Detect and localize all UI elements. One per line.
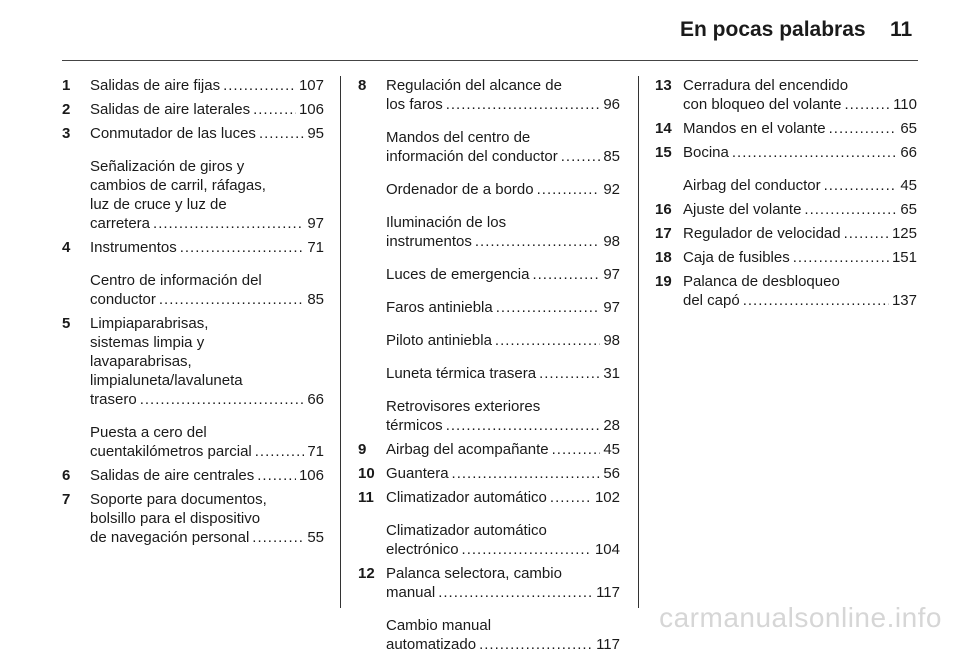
entry-text-line: Soporte para documentos,: [90, 491, 267, 508]
index-entry: [655, 119, 917, 138]
entry-number: 17: [655, 225, 672, 242]
entry-text-line: Regulador de velocidad: [683, 225, 841, 242]
index-entry: [358, 564, 620, 602]
dot-leader: [446, 95, 601, 114]
dot-leader: [552, 440, 601, 459]
entry-text-line: Palanca selectora, cambio: [386, 565, 562, 582]
entry-number: 14: [655, 120, 672, 137]
index-entry: [358, 128, 620, 166]
entry-text-line: Retrovisores exteriores: [386, 398, 541, 415]
dot-leader: [539, 364, 600, 383]
entry-text-line: Mandos en el volante: [683, 120, 826, 137]
entry-page-reference[interactable]: 65: [900, 201, 917, 218]
entry-text-line: Regulación del alcance de: [386, 77, 562, 94]
entry-text-line: Airbag del acompañante: [386, 441, 549, 458]
entry-page-reference[interactable]: 71: [307, 443, 324, 460]
entry-page-reference[interactable]: 31: [603, 365, 620, 382]
dot-leader: [479, 635, 593, 654]
index-entry: [358, 521, 620, 559]
entry-page-reference[interactable]: 45: [603, 441, 620, 458]
entry-text-line: Caja de fusibles: [683, 249, 790, 266]
index-entry: [358, 331, 620, 350]
entry-text-line: Ajuste del volante: [683, 201, 802, 218]
column-divider: [638, 76, 639, 608]
entry-text-line: Salidas de aire centrales: [90, 467, 255, 484]
entry-leader-line: [386, 265, 620, 284]
index-entry: [62, 100, 324, 119]
entry-text-line: los faros: [386, 96, 443, 113]
entry-text-line: trasero: [90, 391, 137, 408]
entry-text-line: automatizado: [386, 636, 477, 653]
dot-leader: [223, 76, 296, 95]
index-entry: [358, 440, 620, 459]
entry-page-reference[interactable]: 65: [900, 120, 917, 137]
entry-number: 6: [62, 467, 71, 484]
entry-text-line: carretera: [90, 215, 151, 232]
entry-page-reference[interactable]: 85: [603, 148, 620, 165]
entry-text-line: Mandos del centro de: [386, 129, 531, 146]
entry-text-line: Cambio manual: [386, 617, 492, 634]
entry-leader-line: [386, 147, 620, 166]
entry-text-line: Guantera: [386, 465, 449, 482]
dot-leader: [253, 100, 296, 119]
index-entry: [358, 213, 620, 251]
entry-page-reference[interactable]: 117: [596, 636, 620, 653]
dot-leader: [257, 466, 296, 485]
index-entry: [358, 265, 620, 284]
index-entry: [358, 298, 620, 317]
entry-number: 18: [655, 249, 672, 266]
index-entry: [62, 238, 324, 257]
entry-text-line: limpialuneta/lavaluneta: [90, 372, 243, 389]
index-entry: [358, 364, 620, 383]
watermark: carmanualsonline.info: [659, 602, 942, 633]
entry-page-reference[interactable]: 106: [298, 467, 324, 484]
entry-leader-line: [386, 180, 620, 199]
index-entry: [62, 124, 324, 143]
entry-leader-line: [683, 291, 917, 310]
dot-leader: [537, 180, 601, 199]
entry-page-reference[interactable]: 97: [307, 215, 324, 232]
entry-page-reference[interactable]: 55: [307, 529, 324, 546]
entry-leader-line: [90, 100, 324, 119]
entry-leader-line: [90, 442, 324, 461]
entry-leader-line: [386, 464, 620, 483]
entry-leader-line: [386, 364, 620, 383]
entry-text-line: Faros antiniebla: [386, 299, 493, 316]
dot-leader: [452, 464, 601, 483]
entry-text-line: Luces de emergencia: [386, 266, 530, 283]
entry-text-line: del capó: [683, 292, 740, 309]
index-entry: [62, 490, 324, 547]
dot-leader: [259, 124, 304, 143]
page-number: 11: [890, 18, 913, 41]
dot-leader: [532, 265, 600, 284]
entry-leader-line: [386, 331, 620, 350]
entry-number: 8: [358, 77, 367, 94]
entry-number: 2: [62, 101, 71, 118]
dot-leader: [844, 224, 889, 243]
index-entry: [655, 76, 917, 114]
dot-leader: [844, 95, 890, 114]
entry-text-line: sistemas limpia y: [90, 334, 205, 351]
entry-text-line: Limpiaparabrisas,: [90, 315, 209, 332]
entry-text-line: Bocina: [683, 144, 729, 161]
entry-number: 10: [358, 465, 375, 482]
entry-text-line: Palanca de desbloqueo: [683, 273, 840, 290]
entry-text-line: Iluminación de los: [386, 214, 507, 231]
entry-page-reference[interactable]: 151: [891, 249, 917, 266]
entry-number: 3: [62, 125, 71, 142]
dot-leader: [140, 390, 305, 409]
entry-text-line: Climatizador automático: [386, 489, 547, 506]
entry-leader-line: [386, 583, 620, 602]
entry-leader-line: [386, 232, 620, 251]
index-entry: [655, 248, 917, 267]
entry-text-line: Airbag del conductor: [683, 177, 821, 194]
dot-leader: [804, 200, 897, 219]
entry-page-reference[interactable]: 45: [900, 177, 917, 194]
index-column-3: [655, 76, 917, 315]
index-entry: [62, 157, 324, 233]
dot-leader: [793, 248, 889, 267]
entry-leader-line: [90, 76, 324, 95]
dot-leader: [159, 290, 304, 309]
entry-page-reference[interactable]: 92: [603, 181, 620, 198]
dot-leader: [446, 416, 601, 435]
entry-number: 15: [655, 144, 672, 161]
entry-text-line: Señalización de giros y: [90, 158, 245, 175]
dot-leader: [153, 214, 304, 233]
entry-page-reference[interactable]: 102: [594, 489, 620, 506]
entry-leader-line: [386, 540, 620, 559]
entry-leader-line: [386, 440, 620, 459]
index-entry: [655, 272, 917, 310]
entry-text-line: Salidas de aire laterales: [90, 101, 251, 118]
entry-page-reference[interactable]: 28: [603, 417, 620, 434]
entry-number: 1: [62, 77, 71, 94]
index-entry: [358, 616, 620, 654]
entry-number: 13: [655, 77, 672, 94]
entry-page-reference[interactable]: 96: [603, 96, 620, 113]
entry-leader-line: [386, 488, 620, 507]
entry-text-line: Instrumentos: [90, 239, 177, 256]
index-entry: [655, 143, 917, 162]
entry-leader-line: [90, 290, 324, 309]
entry-text-line: bolsillo para el dispositivo: [90, 510, 261, 527]
entry-text-line: térmicos: [386, 417, 443, 434]
entry-page-reference[interactable]: 107: [298, 77, 324, 94]
entry-number: 7: [62, 491, 71, 508]
entry-text-line: de navegación personal: [90, 529, 250, 546]
entry-page-reference[interactable]: 66: [307, 391, 324, 408]
entry-text-line: información del conductor: [386, 148, 558, 165]
index-entry: [655, 224, 917, 243]
dot-leader: [824, 176, 898, 195]
dot-leader: [561, 147, 601, 166]
dot-leader: [462, 540, 592, 559]
index-entry: [62, 271, 324, 309]
entry-page-reference[interactable]: 66: [900, 144, 917, 161]
index-entry: [655, 176, 917, 195]
entry-page-reference[interactable]: 125: [891, 225, 917, 242]
entry-text-line: conductor: [90, 291, 156, 308]
dot-leader: [255, 442, 305, 461]
entry-text-line: Piloto antiniebla: [386, 332, 492, 349]
index-entry: [655, 200, 917, 219]
index-column-1: [62, 76, 324, 552]
entry-number: 11: [358, 489, 374, 506]
index-entry: [358, 464, 620, 483]
entry-leader-line: [683, 176, 917, 195]
index-entry: [358, 488, 620, 507]
entry-page-reference[interactable]: 117: [596, 584, 620, 601]
entry-page-reference[interactable]: 71: [307, 239, 324, 256]
entry-leader-line: [386, 635, 620, 654]
entry-text-line: lavaparabrisas,: [90, 353, 192, 370]
entry-leader-line: [683, 119, 917, 138]
entry-page-reference[interactable]: 56: [603, 465, 620, 482]
index-entry: [62, 466, 324, 485]
index-entry: [62, 423, 324, 461]
entry-text-line: Conmutador de las luces: [90, 125, 256, 142]
entry-number: 19: [655, 273, 672, 290]
entry-text-line: Climatizador automático: [386, 522, 547, 539]
index-entry: [358, 397, 620, 435]
entry-leader-line: [683, 224, 917, 243]
entry-leader-line: [90, 124, 324, 143]
entry-leader-line: [90, 390, 324, 409]
entry-number: 5: [62, 315, 71, 332]
entry-leader-line: [90, 214, 324, 233]
entry-text-line: Centro de información del: [90, 272, 262, 289]
dot-leader: [496, 298, 601, 317]
entry-text-line: instrumentos: [386, 233, 472, 250]
index-entry: [358, 180, 620, 199]
entry-number: 4: [62, 239, 71, 256]
dot-leader: [829, 119, 898, 138]
dot-leader: [743, 291, 889, 310]
dot-leader: [475, 232, 600, 251]
entry-leader-line: [90, 466, 324, 485]
entry-text-line: con bloqueo del volante: [683, 96, 842, 113]
dot-leader: [252, 528, 304, 547]
index-entry: [62, 76, 324, 95]
entry-leader-line: [386, 95, 620, 114]
entry-page-reference[interactable]: 137: [891, 292, 917, 309]
page-title: En pocas palabras: [680, 18, 866, 41]
entry-leader-line: [683, 200, 917, 219]
entry-leader-line: [683, 143, 917, 162]
entry-leader-line: [386, 298, 620, 317]
entry-number: 16: [655, 201, 672, 218]
entry-text-line: Ordenador de a bordo: [386, 181, 534, 198]
dot-leader: [438, 583, 593, 602]
index-entry: [358, 76, 620, 114]
entry-page-reference[interactable]: 97: [603, 299, 620, 316]
entry-page-reference[interactable]: 98: [603, 233, 620, 250]
entry-text-line: Cerradura del encendido: [683, 77, 849, 94]
entry-page-reference[interactable]: 110: [893, 96, 917, 113]
entry-page-reference[interactable]: 85: [307, 291, 324, 308]
entry-page-reference[interactable]: 95: [307, 125, 324, 142]
entry-text-line: cuentakilómetros parcial: [90, 443, 252, 460]
entry-page-reference[interactable]: 98: [603, 332, 620, 349]
entry-text-line: luz de cruce y luz de: [90, 196, 227, 213]
entry-text-line: electrónico: [386, 541, 459, 558]
entry-page-reference[interactable]: 106: [298, 101, 324, 118]
entry-number: 12: [358, 565, 375, 582]
entry-text-line: manual: [386, 584, 436, 601]
entry-page-reference[interactable]: 104: [594, 541, 620, 558]
column-divider: [340, 76, 341, 608]
entry-text-line: Puesta a cero del: [90, 424, 207, 441]
dot-leader: [495, 331, 600, 350]
entry-leader-line: [90, 528, 324, 547]
entry-text-line: cambios de carril, ráfagas,: [90, 177, 266, 194]
entry-leader-line: [683, 248, 917, 267]
entry-text-line: Salidas de aire fijas: [90, 77, 221, 94]
header-divider: [62, 60, 918, 61]
entry-leader-line: [683, 95, 917, 114]
entry-leader-line: [386, 416, 620, 435]
entry-page-reference[interactable]: 97: [603, 266, 620, 283]
dot-leader: [180, 238, 305, 257]
entry-leader-line: [90, 238, 324, 257]
index-column-2: [358, 76, 620, 659]
entry-text-line: Luneta térmica trasera: [386, 365, 537, 382]
entry-number: 9: [358, 441, 367, 458]
dot-leader: [732, 143, 897, 162]
dot-leader: [550, 488, 592, 507]
index-entry: [62, 314, 324, 409]
